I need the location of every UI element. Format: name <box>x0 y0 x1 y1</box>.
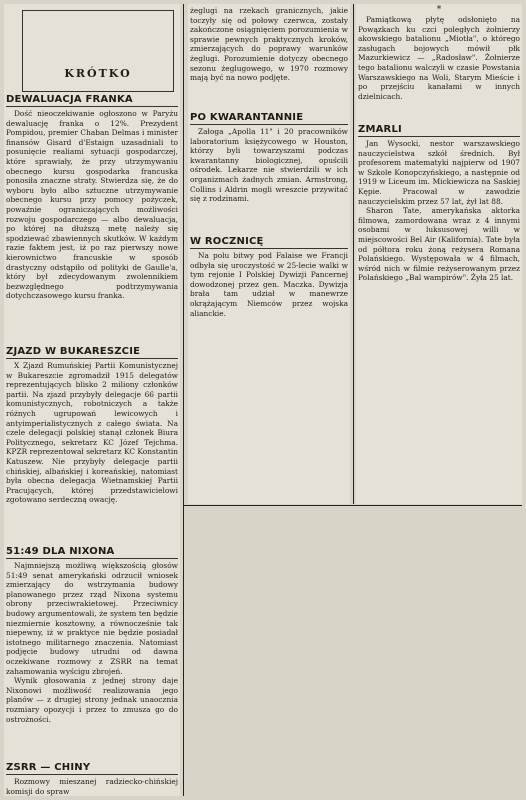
body-zjazd: X Zjazd Rumuńskiej Partii Komunistycznej w Bukareszcie zgromadził 1915 delegatów reprezentujących blisko 2 miliony członków partii. Na zjazd przybyły delegacje 66 partii komunistycznych, robotniczych a także różnych ugrupowań lewicowych i antyimperialistycznych z całego świata. Na czele delegacji polskiej stanął członek Biura Politycznego, sekretarz KC Józef Tejchma. KPZR reprezentował sekretarz KC Konstantin Katuszew. Nie przybyły delegacje partii chińskiej, albańskiej i koreańskiej, natomiast była obecna delegacja Wietnamskiej Partii Pracujących, której przedstawicielowi zgotowano serdeczną owację. <box>6 361 178 505</box>
article-nixon <box>6 546 178 724</box>
headline-zsrr-chiny: ZSRR — CHINY <box>6 762 178 775</box>
headline-nixon: 51:49 DLA NIXONA <box>6 546 178 559</box>
body-dewaluacja: Dość nieoczekiwanie ogłoszono w Paryżu dewaluację franka o 12%. Prezydent Pompidou, premier Chaban Delmas i minister finansów Gisard d'Estaign uzasadniali to posunięcie realiami sytuacji gospodarczej, które sprawiały, że przy utrzymywaniu obecnego kursu gospodarka francuska ponosiła znaczne straty. Stwierdza się, że do wyboru było albo sztuczne utrzymywanie obecnego kursu przy pomocy pożyczek, powaźnie ograniczających możliwości rozwoju gospodarczego — albo dewaluacja, po której na dłuższą metę należy się spodziewać zbawiennych skutków. W każdym razie faktem jest, iż po raz pierwszy nowe kierownictwo francuskie w sposób drastyczny odstąpiło od polityki de Gaulle'a, który był zdecydowanym zwolennikiem bezwzględnego podtrzymywania dotychczasowego kursu franka. <box>6 109 178 301</box>
article-tablica <box>358 4 520 101</box>
article-zegluga-continued <box>190 6 348 83</box>
body-tablica: Pamiątkową płytę odsłonięto na Powązkach ku czci poległych żołnierzy akowskiego batalionu „Miotła", o którego zasługach bojowych mówił płk Mazurkiewicz — „Radosław". Żołnierze tego batalionu walczyli w czasie Powstania Warszawskiego na Woli, Starym Mieście i po przejściu kanałami w innych dzielnicach. <box>358 15 520 101</box>
column-left <box>4 4 180 796</box>
article-zsrr-chiny <box>6 762 178 796</box>
krotko-box <box>22 10 174 92</box>
body-zmarli-wysocki: Jan Wysocki, nestor warszawskiego nauczycielstwa szkół średnich. Był profesorem matematyki najpierw od 1907 w Szkole Konopczyńskiego, a następnie od 1919 w Liceum im. Mickiewicza na Saskiej Kępie. Pracował w zawodzie nauczycielskim przez 57 lat, żył lat 88. <box>358 139 520 206</box>
headline-kwarantanna: PO KWARANTANNIE <box>190 112 348 125</box>
body-kwarantanna: Załoga „Apolla 11" i 20 pracowników laboratorium księżycowego w Houston, którzy byli towarzyszami podczas kwarantanny biologicznej, opuścili ośrodek. Lekarze nie stwierdzili w ich organizmach żadnych zmian. Armstrong, Collins i Aldrin mogli wreszcie przywitać się z rodzinami. <box>190 127 348 204</box>
column-right <box>356 4 522 504</box>
headline-rocznica: W ROCZNICĘ <box>190 236 348 249</box>
article-rocznica <box>190 236 348 318</box>
separator-star: * <box>436 5 442 15</box>
article-kwarantanna <box>190 112 348 204</box>
article-zmarli <box>358 124 520 283</box>
column-rule-right <box>353 4 354 504</box>
headline-zmarli: ZMARLI <box>358 124 520 137</box>
body-zegluga: żeglugi na rzekach granicznych, jakie toczyły się od połowy czerwca, zostały zakończone osiągnięciem porozumienia w sprawie pewnych praktycznych kroków, zmierzających do poprawy warunków żeglugi. Porozumienie dotyczy obecnego sezonu żeglugowego, w 1970 rozmowy mają być na nowo podjęte. <box>190 6 348 83</box>
body-nixon-2: Wynik głosowania z jednej strony daje Nixonowi możliwość realizowania jego planów — z drugiej strony jednak unaocznia rozmiary opozycji i przez to zmusza go do ostrożności. <box>6 676 178 724</box>
body-nixon-1: Najmniejszą możliwą większością głosów 51:49 senat amerykański odrzucił wniosek zmierzający do wstrzymania budowy planowanego przez rząd Nixona systemu obrony przeciwrakietowej. Przeciwnicy budowy argumentowali, że system ten będzie niezmiernie kosztowny, a równocześnie tak niepewny, iż w praktyce nie będzie posiadał istotnego militarnego znaczenia. Natomiast podjęcie budowy utrudni od dawna oczekiwane rozmowy z ZSRR na temat zahamowania wyścigu zbrojeń. <box>6 561 178 676</box>
body-zmarli-tate: Sharon Tate, amerykańska aktorka filmowa, zamordowana wraz z 4 innymi osobami w luksusowej willi w miejscowości Bel Air (Kalifornia). Tate była od półtora roku żoną reżysera Romana Polańskiego. Występowała w 4 filmach, wśród nich w filmie reżyserowanym przez Polańskiego „Bal wampirów". Żyła 25 lat. <box>358 206 520 283</box>
body-zsrr-chiny: Rozmowy mieszanej radziecko-chińskiej komisji do spraw <box>6 777 178 796</box>
column-middle <box>188 4 350 504</box>
headline-zjazd: ZJAZD W BUKARESZCIE <box>6 346 178 359</box>
article-dewaluacja <box>6 94 178 301</box>
column-rule-left <box>183 4 184 796</box>
body-rocznica: Na polu bitwy pod Falaise we Francji odbyła się uroczystość w 25-lecie walki w tym rejonie I Polskiej Dywizji Pancernej dowodzonej przez gen. Maczka. Dywizja brała tam udział w manewrze okrążającym Niemców przez wojska alianckie. <box>190 251 348 318</box>
clipping-edge <box>184 505 522 506</box>
section-title-krotko: KRÓTKO <box>64 67 132 80</box>
article-zjazd <box>6 346 178 505</box>
headline-dewaluacja: DEWALUACJA FRANKA <box>6 94 178 107</box>
